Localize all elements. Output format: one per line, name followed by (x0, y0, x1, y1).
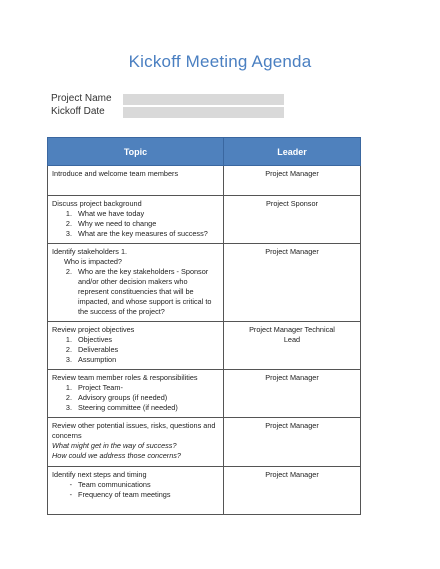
item-text-line: and/or other decision makers who (78, 277, 188, 286)
list-item (52, 480, 219, 490)
item-number: 3. (65, 403, 72, 412)
leader-text: Project Manager (265, 373, 319, 382)
item-text: Advisory groups (if needed) (78, 393, 168, 402)
topic-header: Topic (48, 138, 224, 166)
topic-text: Identify stakeholders (52, 247, 119, 256)
leader-cell (224, 244, 361, 322)
item-number: 2. (65, 219, 72, 228)
topic-text: Discuss project background (52, 199, 142, 208)
topic-cell (48, 370, 224, 418)
table-row (48, 196, 361, 244)
leader-cell (224, 322, 361, 370)
item-text: Frequency of team meetings (78, 490, 171, 499)
table-header-row (48, 138, 361, 166)
table-row (48, 467, 361, 515)
table-row (48, 322, 361, 370)
list-item (52, 345, 219, 355)
leader-text: Project Manager (265, 169, 319, 178)
leader-text: Project Manager (265, 247, 319, 256)
project-meta (51, 92, 112, 118)
table-row (48, 166, 361, 196)
item-number: 3. (65, 229, 72, 238)
question-line: What might get in the way of success? (52, 441, 177, 450)
list-item: Who is impacted? (64, 257, 122, 266)
list-item (52, 490, 219, 500)
leader-text-line: Lead (283, 335, 301, 344)
leader-cell (224, 196, 361, 244)
item-number: 1. (65, 335, 72, 344)
item-number: 2. (65, 393, 72, 402)
kickoff-date-label: Kickoff Date (51, 106, 105, 117)
topic-text-line: Review other potential issues, risks, questions and (52, 421, 216, 430)
topic-cell (48, 244, 224, 322)
leader-text-line: Project Manager Technical (249, 325, 335, 334)
list-item (52, 267, 219, 317)
topic-cell (48, 418, 224, 467)
leader-text: Project Manager (265, 421, 319, 430)
item-text-line: Who are the key stakeholders - Sponsor (78, 267, 209, 276)
list-item (52, 335, 219, 345)
table-row (48, 370, 361, 418)
item-text: Deliverables (78, 345, 119, 354)
item-number: 2. (65, 345, 72, 354)
table-row (48, 244, 361, 322)
topic-cell (48, 322, 224, 370)
kickoff-date-field[interactable] (123, 107, 284, 118)
list-item (52, 393, 219, 403)
topic-text: Review project objectives (52, 325, 135, 334)
item-number: 3. (65, 355, 72, 364)
project-name-field[interactable] (123, 94, 284, 105)
item-text-line: the success of the project? (78, 307, 165, 316)
project-name-label: Project Name (51, 93, 112, 104)
list-item (52, 219, 219, 229)
document-title: Kickoff Meeting Agenda (128, 52, 312, 71)
list-item (52, 403, 219, 413)
table-row (48, 418, 361, 467)
bullet-dash: - (69, 480, 72, 489)
item-text: Project Team- (78, 383, 123, 392)
leader-cell (224, 467, 361, 515)
leader-text: Project Sponsor (266, 199, 318, 208)
leader-cell (224, 418, 361, 467)
list-item (52, 383, 219, 393)
leader-cell (224, 166, 361, 196)
item-text-line: impacted, and whose support is critical to (78, 297, 212, 306)
agenda-table (47, 137, 361, 515)
item-number: 1. (65, 383, 72, 392)
item-number: 1. (120, 247, 128, 256)
topic-cell (48, 196, 224, 244)
item-text: Steering committee (if needed) (78, 403, 178, 412)
list-item (52, 229, 219, 239)
item-text-line: represent constituencies that will be (78, 287, 194, 296)
item-text: Objectives (78, 335, 113, 344)
item-text: What are the key measures of success? (78, 229, 208, 238)
item-text: Team communications (78, 480, 151, 489)
topic-cell (48, 467, 224, 515)
topic-text: Review team member roles & responsibilities (52, 373, 198, 382)
topic-text-line: concerns (52, 431, 82, 440)
question-line: How could we address those concerns? (52, 451, 181, 460)
list-item (52, 355, 219, 365)
item-number: 1. (65, 209, 72, 218)
item-text: What we have today (78, 209, 145, 218)
topic-text: Identify next steps and timing (52, 470, 147, 479)
topic-cell (48, 166, 224, 196)
leader-cell (224, 370, 361, 418)
topic-text: Introduce and welcome team members (52, 169, 179, 178)
item-text: Why we need to change (78, 219, 157, 228)
bullet-dash: - (69, 490, 72, 499)
leader-text: Project Manager (265, 470, 319, 479)
item-number: 2. (65, 267, 72, 276)
item-text: Assumption (78, 355, 117, 364)
leader-header: Leader (224, 138, 361, 166)
list-item (52, 209, 219, 219)
